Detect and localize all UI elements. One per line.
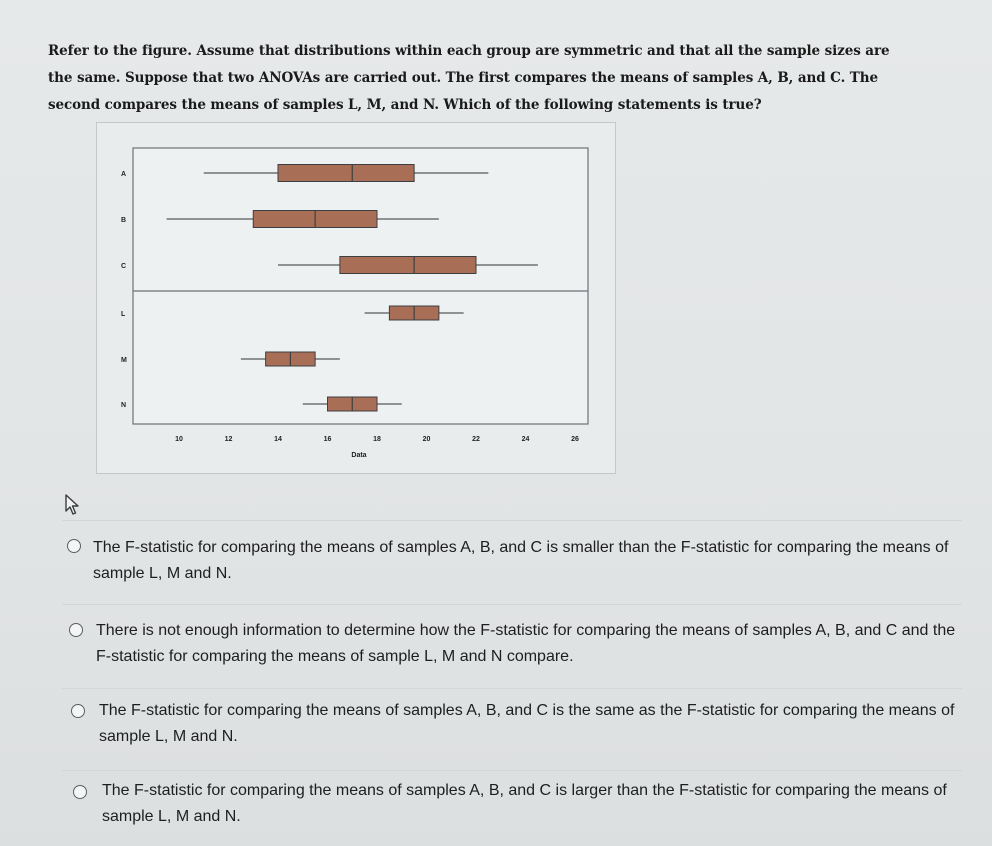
box-C (340, 257, 476, 274)
boxplot-figure (96, 122, 616, 474)
question-line: the same. Suppose that two ANOVAs are carried out. The first compares the means of samples A, B, and C. The (48, 70, 878, 86)
radio-button[interactable] (73, 785, 87, 799)
tick-label-26: 26 (571, 436, 579, 443)
box-A (278, 165, 414, 182)
tick-label-18: 18 (373, 436, 381, 443)
option-1[interactable] (62, 520, 962, 582)
radio-button[interactable] (67, 539, 81, 553)
mouse-pointer-icon (64, 494, 80, 516)
option-divider (62, 688, 962, 692)
tick-label-12: 12 (224, 436, 233, 443)
option-divider (62, 604, 962, 608)
option-3-text: The F-statistic for comparing the means of samples A, B, and C is the same as the F-statistic for comparing the means of sample L, M and N. (99, 702, 955, 745)
radio-button[interactable] (69, 623, 83, 637)
option-4-text: The F-statistic for comparing the means of samples A, B, and C is larger than the F-statistic for comparing the means of sample L, M and N. (102, 782, 947, 825)
option-2-text: There is not enough information to determine how the F-statistic for comparing the means of samples A, B, and C and the F-statistic for comparing the means of sample L, M and N compare. (96, 622, 956, 665)
x-axis-label: Data (351, 452, 367, 459)
plot-frame (133, 148, 588, 424)
boxplot-chart (97, 123, 615, 473)
group-label-M: M (121, 357, 127, 364)
group-label-B: B (121, 217, 127, 224)
question-line: second compares the means of samples L, M, and N. Which of the following statements is true? (48, 97, 762, 113)
radio-button[interactable] (71, 704, 85, 718)
option-divider (62, 770, 962, 774)
tick-label-24: 24 (521, 436, 530, 443)
tick-label-22: 22 (472, 436, 480, 443)
tick-label-10: 10 (175, 436, 183, 443)
group-label-N: N (121, 402, 127, 409)
group-label-L: L (121, 311, 126, 318)
group-label-C: C (121, 263, 127, 270)
option-3[interactable] (62, 688, 962, 745)
tick-label-16: 16 (323, 436, 332, 443)
option-divider (62, 520, 962, 524)
option-2[interactable] (62, 604, 962, 665)
option-1-text: The F-statistic for comparing the means of samples A, B, and C is smaller than the F-statistic for comparing the means of sample L, M and N. (93, 539, 949, 582)
question-text (48, 38, 978, 119)
question-line: Refer to the figure. Assume that distributions within each group are symmetric and that all the sample sizes are (48, 43, 890, 59)
group-label-A: A (121, 171, 127, 178)
tick-label-14: 14 (274, 436, 282, 443)
tick-label-20: 20 (422, 436, 431, 443)
option-4[interactable] (62, 770, 962, 825)
